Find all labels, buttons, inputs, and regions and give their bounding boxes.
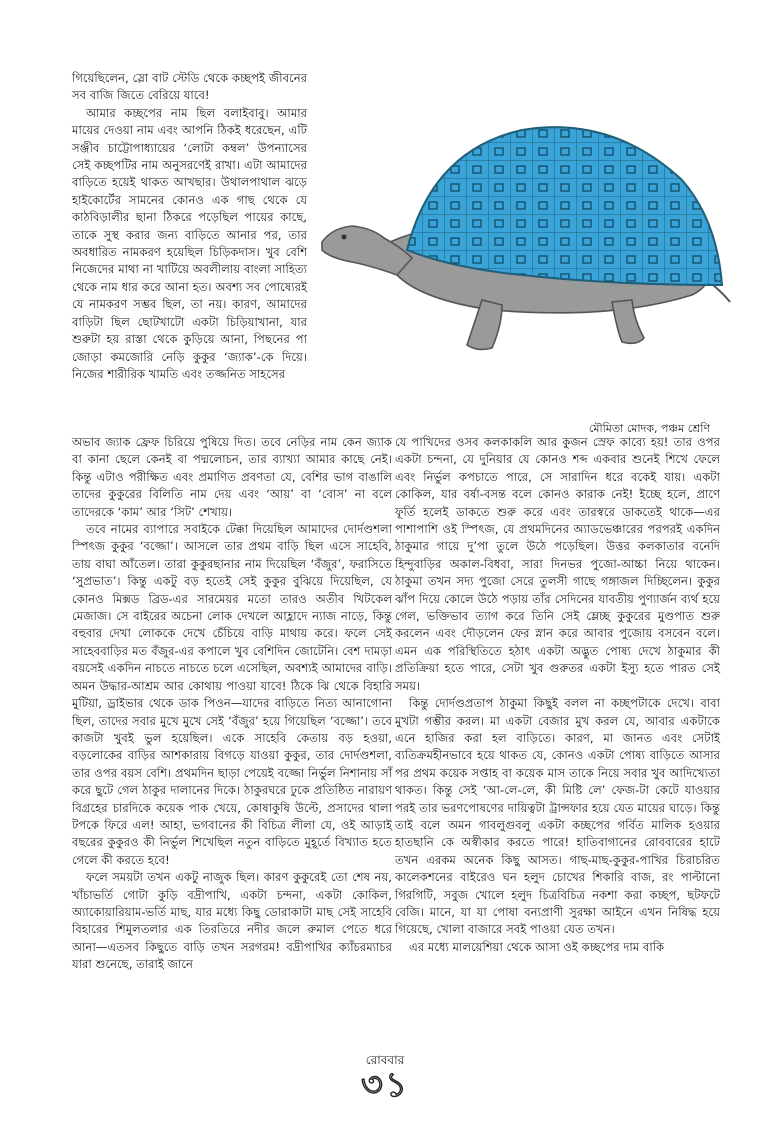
paragraph: অভাব জ্যাক ফ্রেফ চিরিয়ে পুষিয়ে দিত। তবে নেড়ির নাম কেন জ্যাক বা কানা ছেলে কেনই বা পদ্মলোচন, তার ব্যাখ্যা আমার কাছে নেই। কিন্তু এটাও পরীক্ষিত এবং প্রমাণিত প্রবণতা যে, বেশির ভাগ বাঙালি তাদের কুকুরের বিলিতি নাম দেয় এবং ‘আয়’ বা ‘বোস’ না বলে তাদেরকে ‘কাম’ আর ‘সিট’ শেখায়।: [72, 435, 392, 519]
magazine-name: রোববার: [365, 1053, 405, 1067]
paragraph: ফলে সময়টা তখন একটু নাজুক ছিল। কারণ কুকুরেই তো শেষ নয়, খাঁচাভর্তি গোটা কুড়ি বদ্রীপাখি, একটা চন্দনা, একটা কোকিল, অ্যাকোয়ারিয়াম-ভর্তি মাছ, যার মধ্যে কিছু ডোরাকাটা মাছ সেই সাহেবি বিহারের শিমুলতলার এক তিরতিরে নদীর জলে রুমাল পেতে ধরে আনা—এতসব কিছুতে বাড়ি তখন সরগরম! বদ্রীপাখির ক্যাঁচরম্যাচর যারা শুনেছে, তারাই জানে: [72, 870, 392, 972]
text-column-left: [72, 434, 392, 974]
paragraph: কিন্তু দোর্দণ্ডপ্রতাপ ঠাকুমা কিছুই বলল না কচ্ছপটাকে দেখে। বাবা মুখটা গম্ভীর করল। মা একটা বেজার মুখ করল যে, আবার একটাকে এনে হাজির করা হল বাড়িতে। কারণ, মা জানত এবং সেটাই ব্যতিক্রমহীনভাবে হয়ে থাকত যে, কোনও একটা পোষ্য বাড়িতে আসার পর প্রথম কয়েক সপ্তাহ বা কয়েক মাস তাকে নিয়ে সবার খুব আদিখ্যেতা থাকত। কিন্তু সেই ‘আ-লে-লে, কী মিষ্টি লে’ ফেজ-টা কেটে যাওয়ার পরই তার ভরণপোষণের দায়িত্বটা ট্রান্সফার হয়ে যেত মায়ের ঘাড়ে। কিন্তু তাই বলে অমন গাবলুগুবলু একটা কচ্ছপের গর্বিত মালিক হওয়ার হাতছানি কে অস্বীকার করতে পারে! হাতিবাগানের রোববারের হাটে তখন এরকম অনেক কিছু আসত। গাছ-মাছ-কুকুর-পাখির চিরাচরিত কালেকশনের বাইরেও ঘন হলুদ চোখের শিকারি বাজ, রং পাল্টানো গিরগিটি, সবুজ খোলে হলুদ চিত্রবিচিত্র নকশা করা কচ্ছপ, ছটফটে বেজি। মানে, যা যা পোষা বন্যপ্রাণী সুরক্ষা আইনে এখন নিষিদ্ধ হয়ে গিয়েছে, খোলা বাজারে সবই পাওয়া যেত তখন।: [395, 696, 720, 937]
text-column-right: [395, 434, 720, 956]
illustration-caption: মৌমিতা মোদক, পঞ্চম শ্রেণি: [588, 422, 710, 435]
paragraph: তবে নামের ব্যাপারে সবাইকে টেক্কা দিয়েছিল আমাদের দোর্দণ্ডশলা স্পিৎজ কুকুর ‘বজ্জো’। আসলে তার প্রথম বাড়ি ছিল এসে সাহেবি, তায় বাঘা আঁতেল। তারা কুকুরছানার নাম দিয়েছিল ‘বঁজুর’, ফরাসিতে ‘সুপ্রভাত’। কিন্তু একটু বড় হতেই সেই কুকুর বুঝিয়ে দিয়েছিল, যে কোনও মিক্সড ব্রিড-এর সারমেয়র মতো তারও অতীব খিটকেল মেজাজ। সে বাইরের অচেনা লোক দেখলে আহ্লাদে ন্যাজ নাড়ে, কিন্তু বহুবার দেখা লোককে দেখে চেঁচিয়ে বাড়ি মাথায় করে। ফলে সেই সাহেববাড়ির মত বঁজুর-এর কপালে খুব বেশিদিন জোটেনি। বেশ দামড়া বয়সেই একদিন নাচতে নাচতে চলে এসেছিল, অবশ্যই আমাদের বাড়ি। অমন উদ্ধার-আশ্রম আর কোথায় পাওয়া যাবে! ঠিকে ঝি থেকে বিহারি মুটিয়া, ড্রাইভার থেকে ডাক পিওন—যাদের বাড়িতে নিত্য আনাগোনা ছিল, তাদের সবার মুখে মুখে সেই ‘বঁজুর’ হয়ে গিয়েছিল ‘বজ্জো’। তবে কাজটা খুবই ভুল হয়েছিল। একে সাহেবি কেতায় বড় হওয়া, বড়লোকের বাড়ির আশকারায় বিগড়ে যাওয়া কুকুর, তার দোর্দণ্ডশলা, তার ওপর বয়স বেশি। প্রথমদিন ছাড়া পেয়েই বজ্জো নির্ভুল নিশানায় সাঁ করে ছুটে গেল ঠাকুর দালানের দিকে। ঠাকুরঘরে ঢুকে প্রতিষ্ঠিত নারায়ণ বিগ্রহের চারদিকে কয়েক পাক খেয়ে, কোষাকুষি উল্টে, প্রসাদের থালা টপকে ফিরে এল! আহা, ভগবানের কী বিচিত্র লীলা যে, ওই আড়াই বছরের কুকুরও কী নির্ভুল শিখেছিল নতুন বাড়িতে মুহূর্তে বিখ্যাত হতে গেলে কী করতে হবে!: [72, 522, 392, 867]
paragraph: যে পাখিদের ওসব কলকাকলি আর কুজন স্রেফ কাব্যে হয়! তার ওপর একটা চন্দনা, যে দুনিয়ার যে কোনও শব্দ একবার শুনেই শিখে ফেলে এবং নির্ভুল কপচাতে পারে, সে সারাদিন ধরে বকেই যায়। একটা কোকিল, যার বর্ষা-বসন্ত বলে কোনও কারাক নেই! ইচ্ছে হলে, প্রাণে ফূর্তি হলেই ডাকতে শুরু করে এবং তারস্বরে ডাকতেই থাকে—এর পাশাপাশি ওই স্পিৎজ, যে প্রথমদিনের অ্যাডভেঞ্চারের পরপরই একদিন ঠাকুমার গায়ে দু’পা তুলে উঠে পড়েছিল। উত্তর কলকাতার বনেদি হিন্দুবাড়ির অকাল-বিধবা, সারা দিনভর পুজো-আচ্চা নিয়ে থাকেন। ঠাকুমা তখন সদ্য পুজো সেরে তুলসী গাছে গঙ্গাজল দিচ্ছিলেন। কুকুর ঝাঁপ দিয়ে কোলে উঠে পড়ায় তাঁর সেদিনের যাবতীয় পুণ্যার্জন ব্যর্থ হয়ে গেল, ভক্তিভাব ত্যাগ করে তিনি সেই ম্লেচ্ছ কুকুরের মুণ্ডপাত শুরু করলেন এবং দৌড়লেন ফের স্নান করে আবার পুজোয় বসবেন বলে। এমন এক পরিস্থিতিতে হঠাৎ একটা অদ্ভুত পোষ্য দেখে ঠাকুমার কী প্রতিক্রিয়া হতে পারে, সেটা খুব গুরুতর একটা ইস্যু হতে পারত সেই সময়।: [395, 435, 720, 693]
paragraph: গিয়েছিলেন, স্লো বাট স্টেডি থেকে কচ্ছপই জীবনের সব বাজি জিতে বেরিয়ে যাবে!: [72, 71, 307, 103]
paragraph: এর মধ্যে মালয়েশিয়া থেকে আসা ওই কচ্ছপের দাম বাকি: [409, 939, 665, 954]
page-number: ৩১: [360, 1065, 410, 1105]
paragraph: আমার কচ্ছপের নাম ছিল বলাইবাবু। আমার মায়ের দেওয়া নাম এবং আপনি ঠিকই ধরেছেন, এটি সঞ্জীব চাট্টোপাধ্যায়ের ‘লোটা কম্বল’ উপন্যাসের সেই কচ্ছপটির নাম অনুসরণেই রাখা। এটা আমাদের বাড়িতে হয়েই থাকত আখছার। উথালপাথাল ঝড়ে হাইকোর্টের সামনের কোনও এক গাছ থেকে যে কাঠবিড়ালীর ছানা ঠিকরে পড়েছিল পায়ের কাছে, তাকে সুস্থ করার জন্য বাড়িতে আনার পর, তার অবধারিত নামকরণ হয়েছিল চিড়িকদাস। খুব বেশি নিজেদের মাথা না খাটিয়ে অবলীলায় বাংলা সাহিত্য থেকে নাম ধার করে আনা হত। অবশ্য সব পোষ্যেরই যে নামকরণ সম্ভব ছিল, তা নয়। কারণ, আমাদের বাড়িটা ছিল ছোটখাটো একটা চিড়িয়াখানা, যার শুরুটা হয় রাস্তা থেকে কুড়িয়ে আনা, পিছনের পা জোড়া কমজোরি নেড়ি কুকুর ‘জ্যাক’-কে দিয়ে। নিজের শারীরিক খামতি এবং তজ্জনিত সাহসের: [72, 105, 307, 381]
turtle-drawing: [312, 70, 742, 415]
text-column-top: [72, 70, 307, 383]
